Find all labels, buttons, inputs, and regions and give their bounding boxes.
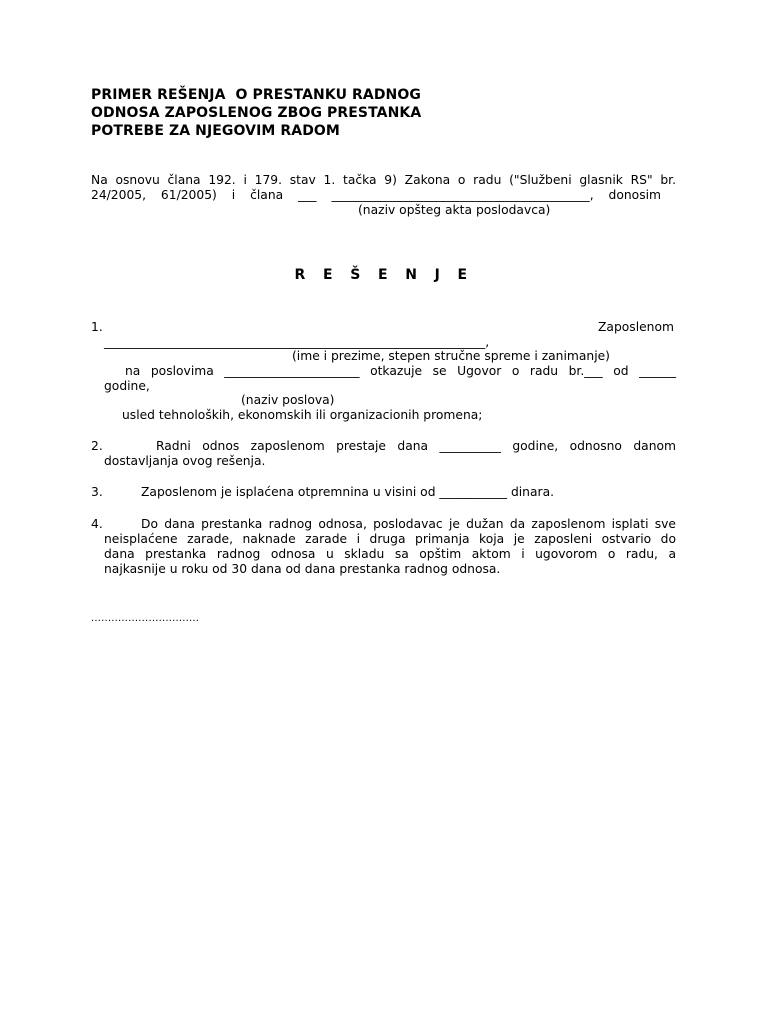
item-1-number: 1. (91, 320, 103, 334)
item-4-line-2: neisplaćene zarade, naknade zarade i druga primanja koja je zaposleni ostvario do (104, 532, 676, 546)
item-2-line-1: Radni odnos zaposlenom prestaje dana __________ godine, odnosno danom (156, 439, 676, 453)
preamble-hint: (naziv opšteg akta poslodavca) (358, 203, 551, 217)
item-1-hint-name: (ime i prezime, stepen stručne spreme i zanimanje) (292, 349, 610, 363)
item-1-godine: godine, (104, 379, 150, 393)
title-line-3: POTREBE ZA NJEGOVIM RADOM (91, 123, 340, 139)
document-title (91, 86, 421, 140)
title-line-1: PRIMER REŠENJA O PRESTANKU RADNOG (91, 87, 421, 103)
item-3-line-1: Zaposlenom je isplaćena otpremnina u visini od ___________ dinara. (141, 485, 555, 499)
item-1-position-line: na poslovima ______________________ otkazuje se Ugovor o radu br.___ od ______ (125, 364, 676, 378)
item-2-line-2: dostavljanja ovog rešenja. (104, 454, 266, 468)
item-4-number: 4. (91, 517, 103, 531)
preamble-line-2: 24/2005, 61/2005) i člana ___ __________________________________________, donosim (91, 188, 661, 202)
decision-heading: R E Š E N J E (294, 267, 474, 283)
item-4-line-1: Do dana prestanka radnog odnosa, poslodavac je dužan da zaposlenom isplati sve (141, 517, 676, 531)
item-4-line-4: najkasnije u roku od 30 dana od dana prestanka radnog odnosa. (104, 562, 501, 576)
preamble-line-1: Na osnovu člana 192. i 179. stav 1. tačka 9) Zakona o radu ("Službeni glasnik RS" br. (91, 173, 676, 187)
item-2-number: 2. (91, 439, 103, 453)
item-1-word: Zaposlenom (598, 320, 674, 334)
signature-dots: ................................ (91, 613, 200, 624)
item-4-line-3: dana prestanka radnog odnosa u skladu sa opštim aktom i ugovorom o radu, a (104, 547, 676, 561)
item-1-reason: usled tehnoloških, ekonomskih ili organizacionih promena; (122, 408, 483, 422)
item-3-number: 3. (91, 485, 103, 499)
item-1-hint-position: (naziv poslova) (241, 393, 335, 407)
item-1-blank-line: ______________________________________________________________, (104, 335, 490, 349)
title-line-2: ODNOSA ZAPOSLENOG ZBOG PRESTANKA (91, 105, 422, 121)
